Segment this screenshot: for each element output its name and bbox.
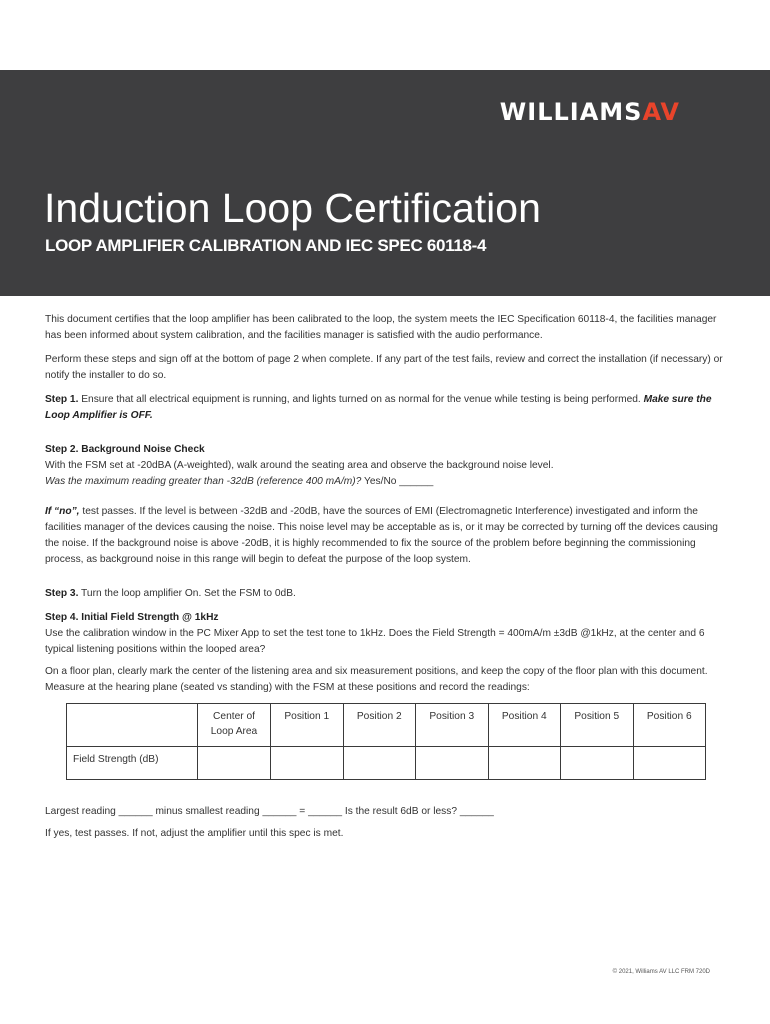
step-2-line-1: With the FSM set at -20dBA (A-weighted), walk around the seating area and observe the background noise level.: [45, 460, 554, 471]
page-subtitle: LOOP AMPLIFIER CALIBRATION AND IEC SPEC 60118-4: [45, 236, 487, 255]
field-strength-position-3-cell[interactable]: [416, 747, 489, 780]
table-row: [67, 747, 706, 780]
header-banner: [0, 70, 770, 296]
step-3: Step 3. Turn the loop amplifier On. Set the FSM to 0dB.: [45, 588, 296, 599]
step-2-if-no: If “no”, test passes. If the level is between -32dB and -20dB, have the sources of EMI (Electromagnetic Interference) investigated and inform the facilities manager of the devices causing the noise. This noise level may be acceptable as is, or it may be corrected by turning off the devices causing the noise. If the background noise is above -20dB, it is highly recommended to fix the source of the problem before beginning the commissioning process, as background noise in this range will begin to defeat the purpose of the loop system.: [45, 506, 718, 565]
step-4-paragraph-2: On a floor plan, clearly mark the center of the listening area and six measurement positions, and keep the copy of the floor plan with this document. Measure at the hearing plane (seated vs standing) with the FSM at these positions and record the readings:: [45, 666, 708, 693]
step-2-heading: Step 2. Background Noise Check: [45, 444, 205, 455]
table-header-cell: Position 5: [561, 704, 634, 747]
step-1: [45, 392, 727, 424]
result-line: Largest reading ______ minus smallest reading ______ = ______ Is the result 6dB or less? ______: [45, 806, 494, 817]
step-1-label: Step 1.: [45, 394, 79, 405]
field-strength-position-1-cell[interactable]: [271, 747, 344, 780]
williams-av-logo: [500, 98, 680, 126]
field-strength-position-5-cell[interactable]: [561, 747, 634, 780]
step-1-emphasis: Make sure the Loop Amplifier is OFF.: [45, 394, 712, 421]
logo-accent: AV: [642, 98, 680, 126]
step-4-heading: Step 4. Initial Field Strength @ 1kHz: [45, 612, 219, 623]
step-4-paragraph-1: Use the calibration window in the PC Mixer App to set the test tone to 1kHz. Does the Field Strength = 400mA/m ±3dB @1kHz, at the center and 6 typical listening positions within the looped area?: [45, 628, 705, 655]
field-strength-position-2-cell[interactable]: [343, 747, 416, 780]
step-1-text: Ensure that all electrical equipment is running, and lights turned on as normal for the venue while testing is being performed.: [78, 394, 644, 405]
field-strength-center-cell[interactable]: [198, 747, 271, 780]
field-strength-position-4-cell[interactable]: [488, 747, 561, 780]
logo-main: WILLIAMS: [499, 98, 643, 126]
table-header-cell: Position 6: [633, 704, 706, 747]
document-body: [45, 312, 727, 842]
field-strength-table: [66, 703, 706, 780]
table-row-label: Field Strength (dB): [67, 747, 198, 780]
table-header-row: [67, 704, 706, 747]
page-title: Induction Loop Certification: [44, 185, 541, 231]
table-header-cell: Position 2: [343, 704, 416, 747]
step-2-question: Was the maximum reading greater than -32dB (reference 400 mA/m)? Yes/No ______: [45, 476, 434, 487]
table-header-cell: Position 3: [416, 704, 489, 747]
intro-paragraph-1: This document certifies that the loop amplifier has been calibrated to the loop, the system meets the IEC Specification 60118-4, the facilities manager has been informed about system calibration, and the facilities manager is satisfied with the audio performance.: [45, 314, 717, 341]
intro-paragraph-2: Perform these steps and sign off at the bottom of page 2 when complete. If any part of the test fails, review and correct the installation (if necessary) or notify the installer to do so.: [45, 354, 723, 381]
table-header-cell: [67, 704, 198, 747]
footer-copyright: © 2021, Williams AV LLC FRM 720D: [612, 969, 710, 975]
field-strength-position-6-cell[interactable]: [633, 747, 706, 780]
table-header-cell: Position 1: [271, 704, 344, 747]
table-header-cell: Center of Loop Area: [198, 704, 271, 747]
result-pass-text: If yes, test passes. If not, adjust the amplifier until this spec is met.: [45, 828, 344, 839]
table-header-cell: Position 4: [488, 704, 561, 747]
